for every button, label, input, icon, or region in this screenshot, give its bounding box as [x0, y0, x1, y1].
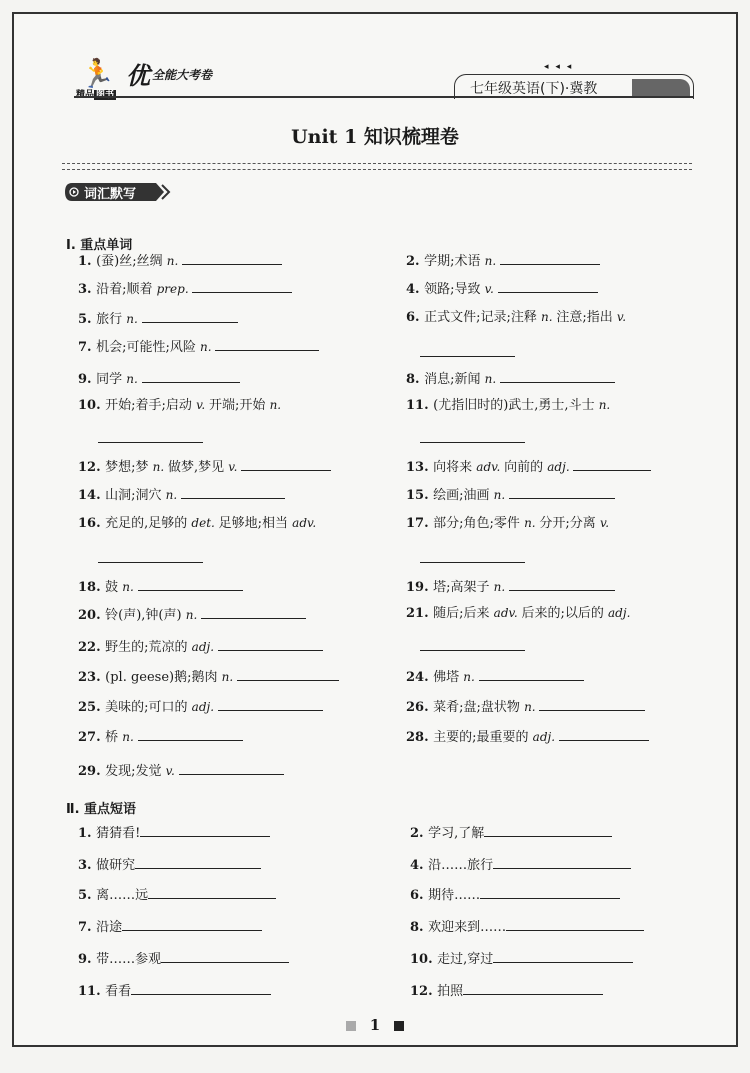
item-prompt: 开始;着手;启动	[105, 398, 197, 413]
item-prompt: 期待……	[428, 888, 481, 903]
word-item	[78, 696, 323, 717]
part-of-speech-2: n.	[269, 398, 282, 412]
item-number: 26.	[406, 700, 434, 715]
word-item	[406, 250, 600, 271]
part-of-speech: det.	[191, 516, 219, 530]
item-prompt: 正式文件;记录;注释	[424, 310, 542, 325]
item-number: 2.	[410, 826, 429, 841]
item-prompt: 野生的;荒凉的	[105, 640, 192, 655]
answer-blank[interactable]	[539, 696, 645, 711]
part-of-speech-2: adj.	[547, 460, 574, 474]
item-prompt: 领路;导致	[424, 282, 485, 297]
answer-blank[interactable]	[142, 368, 240, 383]
dark-square-icon	[394, 1021, 404, 1031]
item-prompt: 山洞;洞穴	[105, 488, 166, 503]
item-prompt-2: 分开;分离	[539, 516, 600, 531]
item-number: 11.	[406, 398, 434, 413]
part-of-speech: n.	[200, 340, 216, 354]
page-number: 1	[369, 1016, 381, 1034]
item-prompt: 做研究	[96, 858, 136, 873]
word-item	[406, 726, 649, 747]
part-of-speech-2: v.	[228, 460, 242, 474]
item-number: 24.	[406, 670, 434, 685]
phrase-item	[410, 948, 633, 969]
vocab-tag: 词汇默写	[64, 182, 172, 202]
item-number: 20.	[78, 608, 106, 623]
phrase-item	[410, 854, 631, 875]
item-number: 6.	[410, 888, 429, 903]
part-of-speech: n.	[221, 670, 237, 684]
item-number: 19.	[406, 580, 434, 595]
item-number: 5.	[78, 312, 97, 327]
page-footer	[14, 1016, 736, 1034]
runner-icon: 🏃	[80, 57, 115, 90]
brand-logo	[74, 54, 274, 102]
word-item	[406, 278, 598, 299]
item-number: 10.	[410, 952, 438, 967]
item-number: 9.	[78, 952, 97, 967]
item-prompt: 塔;高架子	[433, 580, 494, 595]
item-prompt: 部分;角色;零件	[433, 516, 525, 531]
phrase-item	[410, 884, 620, 905]
header-rule	[74, 96, 694, 98]
item-number: 28.	[406, 730, 434, 745]
item-prompt-2: 足够地;相当	[218, 516, 293, 531]
answer-blank[interactable]	[498, 278, 598, 293]
word-item	[78, 726, 243, 747]
word-item	[406, 484, 615, 505]
part-of-speech: n.	[126, 312, 142, 326]
item-prompt: 旅行	[96, 312, 127, 327]
part-of-speech: prep.	[156, 282, 193, 296]
item-prompt: (蚕)丝;丝绸	[96, 254, 167, 269]
item-prompt: (pl. geese)鹅;鹅肉	[105, 670, 222, 685]
item-number: 17.	[406, 516, 434, 531]
part-of-speech: n.	[463, 670, 479, 684]
part-of-speech: n.	[185, 608, 202, 622]
word-item	[78, 760, 284, 781]
item-number: 21.	[406, 606, 434, 621]
phrase-item	[78, 948, 289, 969]
word-item	[78, 604, 306, 625]
word-item	[406, 308, 626, 327]
word-item	[78, 636, 323, 657]
answer-blank[interactable]	[493, 948, 633, 963]
book-title: 七年级英语(下)·冀教	[470, 81, 598, 97]
item-number: 14.	[78, 488, 106, 503]
brand-title: 全能大考卷	[152, 68, 213, 82]
item-prompt-2: 注意;指出	[556, 310, 617, 325]
part-of-speech-2: v.	[616, 310, 627, 324]
item-prompt: 沿……旅行	[428, 858, 494, 873]
part-of-speech: n.	[152, 460, 169, 474]
answer-blank[interactable]	[480, 884, 620, 899]
word-item	[78, 576, 243, 597]
answer-blank[interactable]	[241, 456, 331, 471]
item-number: 15.	[406, 488, 434, 503]
item-number: 3.	[78, 858, 97, 873]
item-number: 8.	[410, 920, 429, 935]
phrase-item	[78, 822, 270, 843]
item-prompt-2: 开端;开始	[209, 398, 270, 413]
item-prompt: 绘画;油画	[433, 488, 494, 503]
phrase-item	[78, 980, 271, 1001]
answer-blank[interactable]	[218, 696, 323, 711]
answer-blank[interactable]	[201, 604, 306, 619]
item-prompt: 消息;新闻	[424, 372, 485, 387]
item-prompt: 随后;后来	[433, 606, 494, 621]
part-of-speech-2: adj.	[608, 606, 631, 620]
phrase-item	[78, 884, 276, 905]
word-item	[406, 576, 615, 597]
word-item	[406, 368, 615, 389]
answer-blank[interactable]	[420, 342, 515, 357]
item-prompt: 欢迎来到……	[428, 920, 507, 935]
item-number: 7.	[78, 920, 97, 935]
item-prompt: 拍照	[437, 984, 464, 999]
part-of-speech: n.	[493, 488, 510, 502]
answer-blank[interactable]	[131, 980, 271, 995]
word-item	[78, 308, 238, 329]
item-prompt: 佛塔	[433, 670, 464, 685]
answer-blank[interactable]	[237, 666, 339, 681]
item-prompt: 铃(声),钟(声)	[105, 608, 186, 623]
answer-blank[interactable]	[148, 884, 276, 899]
item-number: 9.	[78, 372, 97, 387]
header-dark-block	[632, 79, 690, 96]
item-prompt: 学习,了解	[428, 826, 485, 841]
phrase-item	[410, 822, 612, 843]
item-prompt: 猜猜看!	[96, 826, 141, 841]
word-item	[406, 604, 630, 623]
arrows-icon: ◂ ◂ ◂	[544, 62, 574, 72]
item-prompt: 主要的;最重要的	[433, 730, 533, 745]
item-prompt: 美味的;可口的	[105, 700, 192, 715]
answer-blank[interactable]	[179, 760, 284, 775]
part-of-speech: n.	[493, 580, 510, 594]
phrase-item	[410, 980, 603, 1001]
answer-blank[interactable]	[420, 548, 525, 563]
answer-blank[interactable]	[493, 854, 631, 869]
answer-blank[interactable]	[181, 484, 285, 499]
answer-blank[interactable]	[161, 948, 289, 963]
item-number: 6.	[406, 310, 425, 325]
word-item	[406, 666, 584, 687]
word-item	[406, 514, 609, 533]
word-item	[78, 278, 292, 299]
section-phrases-title: Ⅱ. 重点短语	[66, 802, 137, 817]
item-prompt: 机会;可能性;风险	[96, 340, 201, 355]
word-item	[78, 396, 281, 415]
section-divider	[62, 163, 692, 170]
item-number: 12.	[78, 460, 106, 475]
item-number: 13.	[406, 460, 434, 475]
part-of-speech: n.	[484, 254, 500, 268]
answer-blank[interactable]	[98, 428, 203, 443]
item-number: 22.	[78, 640, 106, 655]
item-number: 18.	[78, 580, 106, 595]
answer-blank[interactable]	[500, 368, 615, 383]
part-of-speech: n.	[122, 580, 138, 594]
answer-blank[interactable]	[420, 428, 525, 443]
item-number: 4.	[406, 282, 425, 297]
part-of-speech: v.	[484, 282, 498, 296]
answer-blank[interactable]	[218, 636, 323, 651]
item-prompt: 桥	[105, 730, 123, 745]
answer-blank[interactable]	[138, 726, 243, 741]
part-of-speech: v.	[196, 398, 210, 412]
answer-blank[interactable]	[506, 916, 644, 931]
part-of-speech: n.	[126, 372, 142, 386]
item-prompt: 同学	[96, 372, 127, 387]
brand-jingpin: 精品 图书	[76, 90, 115, 100]
answer-blank[interactable]	[192, 278, 292, 293]
answer-blank[interactable]	[142, 308, 238, 323]
item-number: 4.	[410, 858, 429, 873]
part-of-speech: n.	[165, 488, 182, 502]
answer-blank[interactable]	[138, 576, 243, 591]
item-prompt: 发现;发觉	[105, 764, 166, 779]
item-number: 23.	[78, 670, 106, 685]
item-prompt: 学期;术语	[424, 254, 485, 269]
part-of-speech: adv.	[476, 460, 505, 474]
answer-blank[interactable]	[122, 916, 262, 931]
word-item	[78, 666, 339, 687]
part-of-speech: adv.	[493, 606, 522, 620]
answer-blank[interactable]	[484, 822, 612, 837]
item-prompt: 带……参观	[96, 952, 162, 967]
part-of-speech: adj.	[191, 640, 218, 654]
part-of-speech: n.	[541, 310, 557, 324]
answer-blank[interactable]	[509, 576, 615, 591]
item-number: 3.	[78, 282, 97, 297]
item-number: 25.	[78, 700, 106, 715]
section-words-title: Ⅰ. 重点单词	[66, 238, 133, 253]
answer-blank[interactable]	[135, 854, 261, 869]
answer-blank[interactable]	[98, 548, 203, 563]
answer-blank[interactable]	[215, 336, 319, 351]
item-number: 27.	[78, 730, 106, 745]
part-of-speech: n.	[166, 254, 183, 268]
word-item	[406, 456, 651, 477]
word-item	[78, 514, 316, 533]
item-prompt: (尤指旧时的)武士,勇士,斗士	[433, 398, 599, 413]
answer-blank[interactable]	[500, 250, 600, 265]
part-of-speech: n.	[524, 516, 540, 530]
worksheet-page	[12, 12, 738, 1047]
word-item	[406, 396, 610, 415]
item-number: 10.	[78, 398, 106, 413]
item-number: 7.	[78, 340, 97, 355]
answer-blank[interactable]	[509, 484, 615, 499]
item-prompt: 充足的,足够的	[105, 516, 192, 531]
item-number: 8.	[406, 372, 425, 387]
item-prompt: 离……远	[96, 888, 149, 903]
item-number: 16.	[78, 516, 106, 531]
page-header	[74, 54, 684, 100]
word-item	[78, 250, 282, 271]
answer-blank[interactable]	[559, 726, 649, 741]
item-prompt-2: 做梦,梦见	[168, 460, 229, 475]
part-of-speech: n.	[524, 700, 540, 714]
part-of-speech: adj.	[191, 700, 218, 714]
brand-you: 优	[126, 62, 150, 90]
part-of-speech: n.	[122, 730, 138, 744]
answer-blank[interactable]	[182, 250, 282, 265]
answer-blank[interactable]	[420, 636, 525, 651]
item-number: 2.	[406, 254, 425, 269]
item-prompt: 沿着;顺着	[96, 282, 157, 297]
item-number: 5.	[78, 888, 97, 903]
item-prompt: 看看	[105, 984, 132, 999]
unit-title: Unit 1 知识梳理卷	[291, 126, 459, 148]
answer-blank[interactable]	[463, 980, 603, 995]
item-prompt-2: 后来的;以后的	[521, 606, 609, 621]
word-item	[406, 696, 645, 717]
item-prompt: 走过,穿过	[437, 952, 494, 967]
part-of-speech: v.	[165, 764, 179, 778]
item-number: 29.	[78, 764, 106, 779]
part-of-speech-2: v.	[599, 516, 610, 530]
phrase-item	[410, 916, 644, 937]
item-prompt: 菜肴;盘;盘状物	[433, 700, 525, 715]
item-number: 12.	[410, 984, 438, 999]
phrase-item	[78, 916, 262, 937]
item-prompt-2: 向前的	[504, 460, 548, 475]
word-item	[78, 484, 285, 505]
part-of-speech: n.	[598, 398, 611, 412]
part-of-speech: n.	[484, 372, 500, 386]
answer-blank[interactable]	[140, 822, 270, 837]
item-number: 1.	[78, 254, 97, 269]
item-prompt: 向将来	[433, 460, 477, 475]
item-prompt: 沿途	[96, 920, 123, 935]
light-square-icon	[346, 1021, 356, 1031]
item-prompt: 梦想;梦	[105, 460, 153, 475]
answer-blank[interactable]	[479, 666, 584, 681]
item-prompt: 鼓	[105, 580, 123, 595]
part-of-speech-2: adv.	[292, 516, 317, 530]
answer-blank[interactable]	[573, 456, 651, 471]
part-of-speech: adj.	[532, 730, 559, 744]
word-item	[78, 368, 240, 389]
word-item	[78, 456, 331, 477]
word-item	[78, 336, 319, 357]
item-number: 1.	[78, 826, 97, 841]
phrase-item	[78, 854, 261, 875]
item-number: 11.	[78, 984, 106, 999]
